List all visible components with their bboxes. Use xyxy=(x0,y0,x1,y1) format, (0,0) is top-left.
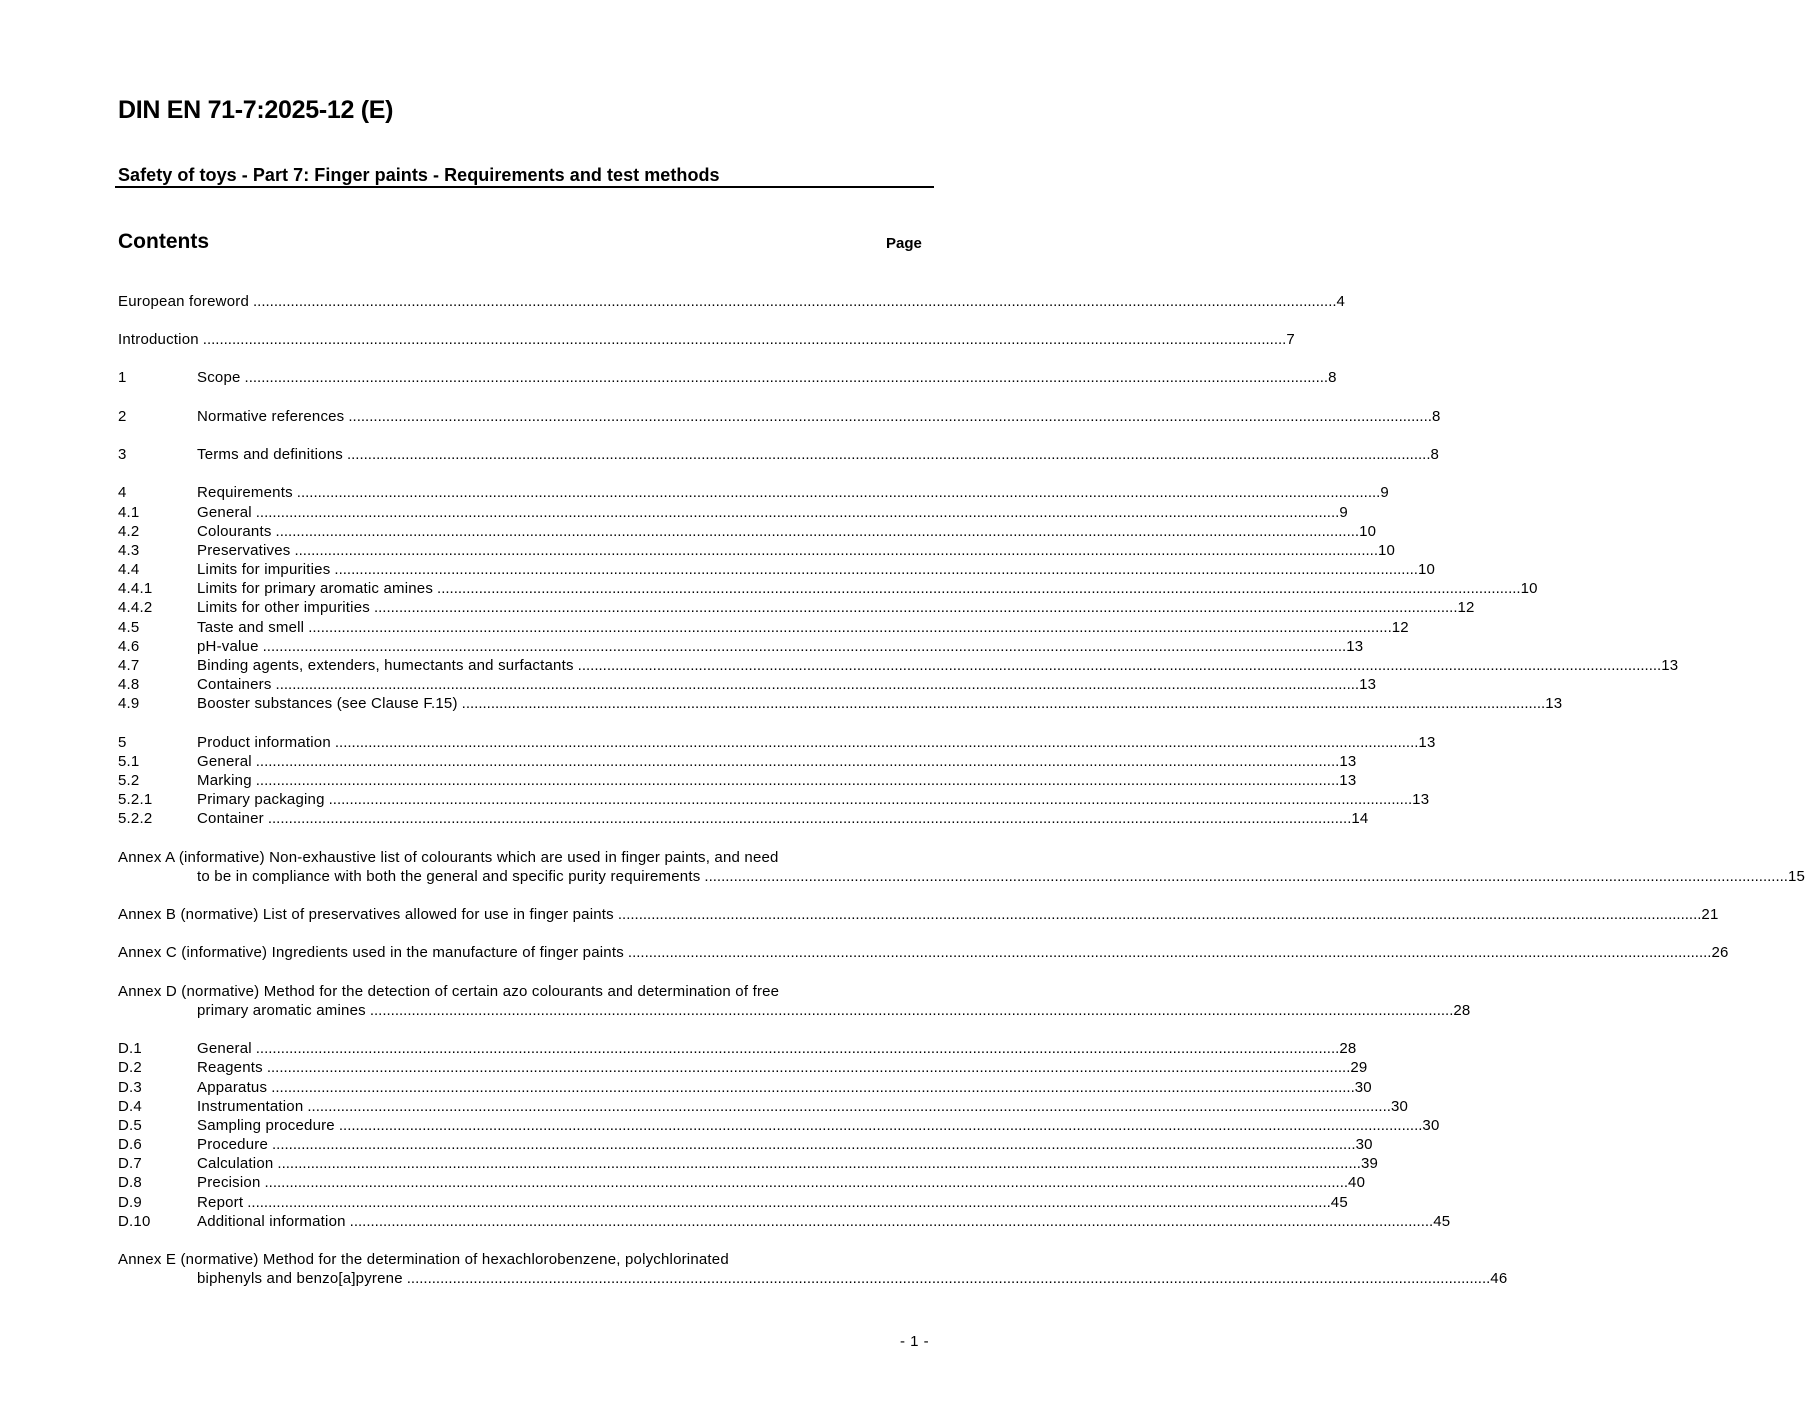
toc-title: Reagents xyxy=(197,1059,263,1076)
dot-leader: .................................................................................................................................................................................................................................................................... xyxy=(255,772,1340,789)
toc-number: D.4 xyxy=(118,1098,142,1115)
toc-title: Precision xyxy=(197,1174,261,1191)
toc-page-number: 10 xyxy=(1417,561,1436,578)
toc-entry-5-2[interactable] xyxy=(118,771,1357,790)
toc-number: 4.4.1 xyxy=(118,580,153,597)
toc-entry-2[interactable] xyxy=(118,407,1441,426)
toc-title: European foreword xyxy=(118,293,249,310)
toc-title: Annex B (normative) List of preservatives allowed for use in finger paints xyxy=(118,906,614,923)
toc-number: 5.1 xyxy=(118,753,140,770)
toc-number: 1 xyxy=(118,369,127,386)
dot-leader: .................................................................................................................................................................................................................................................................... xyxy=(307,1098,1391,1115)
toc-page-number: 13 xyxy=(1339,772,1357,789)
dot-leader: .................................................................................................................................................................................................................................................................... xyxy=(627,944,1712,961)
toc-page-number: 13 xyxy=(1359,676,1377,693)
toc-title: Calculation xyxy=(197,1155,274,1172)
toc-page-number: 30 xyxy=(1422,1117,1440,1134)
toc-entry-d-9[interactable] xyxy=(118,1193,1348,1212)
toc-page-number: 28 xyxy=(1453,1002,1471,1019)
toc-page-number: 10 xyxy=(1359,523,1377,540)
toc-title: Binding agents, extenders, humectants and surfactants xyxy=(197,657,574,674)
toc-title: Sampling procedure xyxy=(197,1117,335,1134)
dot-leader: .................................................................................................................................................................................................................................................................... xyxy=(271,1079,1355,1096)
toc-title: Taste and smell xyxy=(197,619,305,636)
toc-page-number: 13 xyxy=(1661,657,1679,674)
toc-entry-d-6[interactable] xyxy=(118,1135,1373,1154)
dot-leader: .................................................................................................................................................................................................................................................................... xyxy=(277,1155,1361,1172)
dot-leader: .................................................................................................................................................................................................................................................................... xyxy=(461,695,1546,712)
toc-title: Instrumentation xyxy=(197,1098,304,1115)
toc-number: 3 xyxy=(118,446,127,463)
toc-number: 4.6 xyxy=(118,638,140,655)
toc-page-number: 13 xyxy=(1418,734,1436,751)
toc-entry-4-3[interactable] xyxy=(118,541,1396,560)
dot-leader: .................................................................................................................................................................................................................................................................... xyxy=(296,484,1381,501)
toc-number: D.10 xyxy=(118,1213,151,1230)
toc-page-number: 30 xyxy=(1390,1098,1409,1115)
toc-number: D.6 xyxy=(118,1136,142,1153)
toc-title: Primary packaging xyxy=(197,791,325,808)
toc-entry-annex-d[interactable] xyxy=(118,1001,1471,1020)
toc-entry-5[interactable] xyxy=(118,733,1436,752)
toc-page-number: 9 xyxy=(1339,504,1348,521)
toc-page-number: 12 xyxy=(1457,599,1475,616)
toc-page-number: 10 xyxy=(1378,542,1396,559)
toc-entry-4-4-1[interactable] xyxy=(118,579,1538,598)
toc-title: Procedure xyxy=(197,1136,269,1153)
toc-number: 4.1 xyxy=(118,504,140,521)
toc-number: 4 xyxy=(118,484,127,501)
dot-leader: .................................................................................................................................................................................................................................................................... xyxy=(369,1002,1454,1019)
toc-number: 5.2.1 xyxy=(118,791,153,808)
dot-leader: .................................................................................................................................................................................................................................................................... xyxy=(406,1270,1491,1287)
toc-entry-d-10[interactable] xyxy=(118,1212,1451,1231)
dot-leader: .................................................................................................................................................................................................................................................................... xyxy=(704,868,1788,885)
toc-entry-d-4[interactable] xyxy=(118,1097,1409,1116)
dot-leader: .................................................................................................................................................................................................................................................................... xyxy=(244,369,1329,386)
toc-entry-4-4[interactable] xyxy=(118,560,1436,579)
toc-page-number: 40 xyxy=(1348,1174,1366,1191)
toc-title: Report xyxy=(197,1194,244,1211)
toc-entry-4-4-2[interactable] xyxy=(118,598,1475,617)
toc-page-number: 14 xyxy=(1351,810,1369,827)
toc-page-number: 10 xyxy=(1520,580,1538,597)
title-divider xyxy=(115,186,934,188)
dot-leader: .................................................................................................................................................................................................................................................................... xyxy=(262,638,1347,655)
toc-entry-d-1[interactable] xyxy=(118,1039,1357,1058)
toc-page-number: 8 xyxy=(1328,369,1337,386)
dot-leader: .................................................................................................................................................................................................................................................................... xyxy=(349,1213,1434,1230)
toc-title: Marking xyxy=(197,772,252,789)
toc-number: 4.5 xyxy=(118,619,140,636)
toc-entry-4[interactable] xyxy=(118,483,1389,502)
toc-entry-4-7[interactable] xyxy=(118,656,1679,675)
dot-leader: .................................................................................................................................................................................................................................................................... xyxy=(252,293,1337,310)
toc-entry-d-2[interactable] xyxy=(118,1058,1368,1077)
toc-entry-5-2-1[interactable] xyxy=(118,790,1430,809)
toc-number: 5.2.2 xyxy=(118,810,153,827)
document-id: DIN EN 71-7:2025-12 (E) xyxy=(118,96,394,124)
toc-title: Limits for other impurities xyxy=(197,599,370,616)
toc-entry-1[interactable] xyxy=(118,368,1337,387)
toc-entry-annex-b[interactable] xyxy=(118,905,1719,924)
toc-entry-3[interactable] xyxy=(118,445,1440,464)
dot-leader: .................................................................................................................................................................................................................................................................... xyxy=(373,599,1458,616)
toc-number: 4.4 xyxy=(118,561,140,578)
toc-number: 2 xyxy=(118,408,127,425)
dot-leader: .................................................................................................................................................................................................................................................................... xyxy=(275,676,1360,693)
toc-title: General xyxy=(197,1040,252,1057)
toc-entry-annex-a[interactable] xyxy=(118,867,1805,886)
toc-number: 4.9 xyxy=(118,695,140,712)
toc-entry-d-8[interactable] xyxy=(118,1173,1366,1192)
toc-title: Container xyxy=(197,810,264,827)
dot-leader: .................................................................................................................................................................................................................................................................... xyxy=(266,1059,1351,1076)
toc-number: 4.7 xyxy=(118,657,140,674)
toc-title: pH-value xyxy=(197,638,259,655)
toc-entry-foreword[interactable] xyxy=(118,292,1346,311)
toc-title: Scope xyxy=(197,369,241,386)
dot-leader: .................................................................................................................................................................................................................................................................... xyxy=(577,657,1662,674)
toc-page-number: 13 xyxy=(1412,791,1430,808)
toc-page-number: 8 xyxy=(1430,446,1440,463)
toc-title: Requirements xyxy=(197,484,293,501)
toc-page-number: 9 xyxy=(1380,484,1389,501)
toc-page-number: 7 xyxy=(1286,331,1295,348)
toc-title: Normative references xyxy=(197,408,345,425)
dot-leader: .................................................................................................................................................................................................................................................................... xyxy=(328,791,1413,808)
toc-page-number: 26 xyxy=(1711,944,1729,961)
toc-page-number: 29 xyxy=(1350,1059,1368,1076)
toc-entry-d-5[interactable] xyxy=(118,1116,1440,1135)
toc-page-number: 46 xyxy=(1490,1270,1508,1287)
dot-leader: .................................................................................................................................................................................................................................................................... xyxy=(247,1194,1331,1211)
dot-leader: .................................................................................................................................................................................................................................................................... xyxy=(437,580,1521,597)
toc-page-number: 8 xyxy=(1431,408,1441,425)
toc-page-number: 30 xyxy=(1355,1136,1373,1153)
dot-leader: .................................................................................................................................................................................................................................................................... xyxy=(275,523,1360,540)
toc-title: Annex C (informative) Ingredients used in the manufacture of finger paints xyxy=(118,944,624,961)
dot-leader: .................................................................................................................................................................................................................................................................... xyxy=(267,810,1352,827)
toc-number: 4.8 xyxy=(118,676,140,693)
dot-leader: .................................................................................................................................................................................................................................................................... xyxy=(338,1117,1423,1134)
toc-title: Containers xyxy=(197,676,272,693)
dot-leader: .................................................................................................................................................................................................................................................................... xyxy=(255,1040,1340,1057)
dot-leader: .................................................................................................................................................................................................................................................................... xyxy=(617,906,1702,923)
document-subtitle: Safety of toys - Part 7: Finger paints - Requirements and test methods xyxy=(118,165,720,185)
dot-leader: .................................................................................................................................................................................................................................................................... xyxy=(346,446,1431,463)
dot-leader: .................................................................................................................................................................................................................................................................... xyxy=(255,504,1340,521)
toc-annex-a-line1[interactable]: Annex A (informative) Non-exhaustive list of colourants which are used in finger paints, and need xyxy=(118,849,779,866)
toc-title: Product information xyxy=(197,734,331,751)
toc-number: 4.2 xyxy=(118,523,140,540)
toc-page-number: 30 xyxy=(1354,1079,1372,1096)
page-column-heading: Page xyxy=(886,235,922,252)
dot-leader: .................................................................................................................................................................................................................................................................... xyxy=(272,1136,1356,1153)
toc-title: Preservatives xyxy=(197,542,291,559)
toc-annex-e-line1[interactable]: Annex E (normative) Method for the determination of hexachlorobenzene, polychlorinated xyxy=(118,1251,729,1268)
toc-page-number: 39 xyxy=(1360,1155,1379,1172)
toc-page-number: 15 xyxy=(1787,868,1805,885)
toc-title: Booster substances (see Clause F.15) xyxy=(197,695,458,712)
toc-title: biphenyls and benzo[a]pyrene xyxy=(197,1270,403,1287)
toc-title: Terms and definitions xyxy=(197,446,343,463)
dot-leader: .................................................................................................................................................................................................................................................................... xyxy=(264,1174,1349,1191)
toc-title: to be in compliance with both the general and specific purity requirements xyxy=(197,868,701,885)
toc-page-number: 45 xyxy=(1433,1213,1451,1230)
toc-number: D.8 xyxy=(118,1174,142,1191)
toc-number: 4.3 xyxy=(118,542,140,559)
toc-page-number: 13 xyxy=(1346,638,1364,655)
toc-entry-4-1[interactable] xyxy=(118,503,1348,522)
toc-page-number: 13 xyxy=(1339,753,1357,770)
toc-page-number: 13 xyxy=(1545,695,1563,712)
toc-number: 5 xyxy=(118,734,127,751)
dot-leader: .................................................................................................................................................................................................................................................................... xyxy=(334,561,1418,578)
toc-title: Additional information xyxy=(197,1213,346,1230)
dot-leader: .................................................................................................................................................................................................................................................................... xyxy=(348,408,1432,425)
toc-entry-annex-c[interactable] xyxy=(118,943,1729,962)
toc-title: Colourants xyxy=(197,523,272,540)
toc-title: General xyxy=(197,504,252,521)
toc-entry-4-6[interactable] xyxy=(118,637,1364,656)
toc-entry-4-9[interactable] xyxy=(118,694,1563,713)
toc-number: D.7 xyxy=(118,1155,142,1172)
page-footer-number: - 1 - xyxy=(900,1333,930,1350)
dot-leader: .................................................................................................................................................................................................................................................................... xyxy=(202,331,1287,348)
toc-title: Apparatus xyxy=(197,1079,268,1096)
toc-entry-d-3[interactable] xyxy=(118,1078,1372,1097)
toc-page-number: 4 xyxy=(1336,293,1346,310)
toc-title: primary aromatic amines xyxy=(197,1002,366,1019)
toc-entry-5-2-2[interactable] xyxy=(118,809,1369,828)
toc-entry-4-2[interactable] xyxy=(118,522,1377,541)
toc-number: D.2 xyxy=(118,1059,142,1076)
toc-number: 5.2 xyxy=(118,772,140,789)
toc-title: Introduction xyxy=(118,331,199,348)
toc-page-number: 28 xyxy=(1339,1040,1357,1057)
toc-page-number: 21 xyxy=(1701,906,1719,923)
toc-annex-d-line1[interactable]: Annex D (normative) Method for the detection of certain azo colourants and determination of free xyxy=(118,983,780,1000)
toc-number: D.1 xyxy=(118,1040,142,1057)
dot-leader: .................................................................................................................................................................................................................................................................... xyxy=(294,542,1379,559)
dot-leader: .................................................................................................................................................................................................................................................................... xyxy=(255,753,1340,770)
dot-leader: .................................................................................................................................................................................................................................................................... xyxy=(308,619,1392,636)
toc-number: D.3 xyxy=(118,1079,142,1096)
toc-entry-d-7[interactable] xyxy=(118,1154,1379,1173)
toc-page-number: 12 xyxy=(1391,619,1409,636)
toc-entry-5-1[interactable] xyxy=(118,752,1357,771)
contents-heading: Contents xyxy=(118,230,209,253)
toc-title: General xyxy=(197,753,252,770)
toc-number: 4.4.2 xyxy=(118,599,153,616)
toc-number: D.9 xyxy=(118,1194,142,1211)
toc-entry-annex-e[interactable] xyxy=(118,1269,1508,1288)
toc-number: D.5 xyxy=(118,1117,142,1134)
toc-page-number: 45 xyxy=(1330,1194,1348,1211)
toc-entry-introduction[interactable] xyxy=(118,330,1295,349)
toc-title: Limits for primary aromatic amines xyxy=(197,580,434,597)
dot-leader: .................................................................................................................................................................................................................................................................... xyxy=(334,734,1419,751)
toc-title: Limits for impurities xyxy=(197,561,331,578)
toc-entry-4-5[interactable] xyxy=(118,618,1409,637)
toc-entry-4-8[interactable] xyxy=(118,675,1377,694)
